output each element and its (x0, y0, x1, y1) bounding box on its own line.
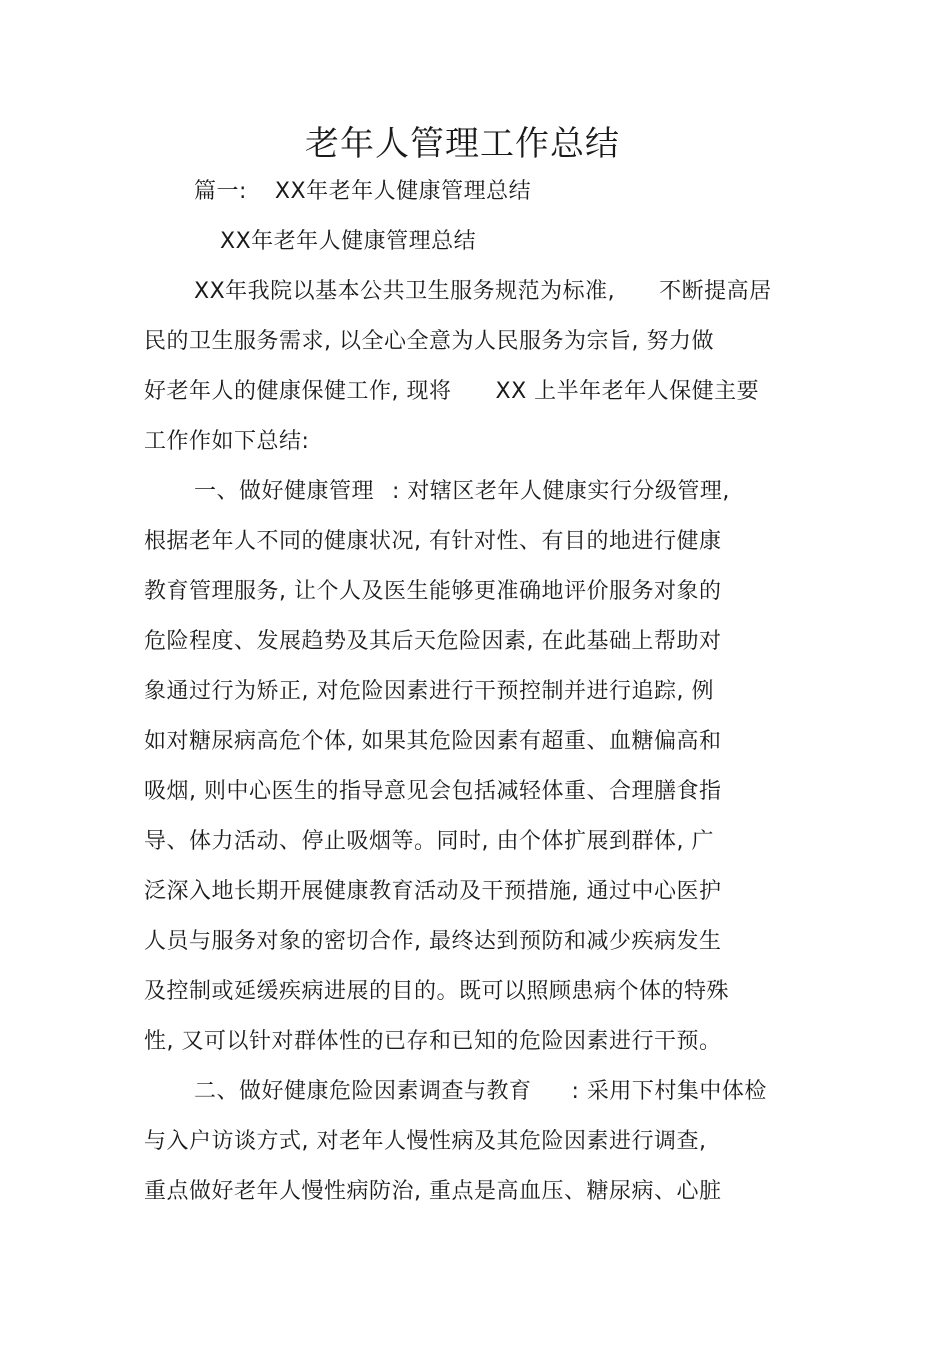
paragraph-1-line-3-part-a: 好老年人的健康保健工作, 现将 (144, 379, 452, 404)
paragraph-2-line-6: 如对糖尿病高危个体, 如果其危险因素有超重、血糖偏高和 (144, 729, 722, 754)
paragraph-2-line-4: 危险程度、发展趋势及其后天危险因素, 在此基础上帮助对 (144, 629, 722, 654)
subtitle-text: XX年老年人健康管理总结 (274, 179, 532, 204)
paragraph-1-line-1-part-b: 不断提高居 (659, 279, 772, 304)
paragraph-1-line-3 (144, 376, 759, 408)
document-title: 老年人管理工作总结 (305, 124, 620, 164)
paragraph-2-line-5: 象通过行为矫正, 对危险因素进行干预控制并进行追踪, 例 (144, 679, 714, 704)
subtitle-prefix: 篇一: (194, 179, 247, 204)
paragraph-2-line-2: 根据老年人不同的健康状况, 有针对性、有目的地进行健康 (144, 529, 722, 554)
paragraph-3-line-1 (194, 1076, 767, 1108)
paragraph-3-line-2: 与入户访谈方式, 对老年人慢性病及其危险因素进行调查, (144, 1129, 707, 1154)
paragraph-2-line-7: 吸烟, 则中心医生的指导意见会包括减轻体重、合理膳食指 (144, 779, 722, 804)
paragraph-3-line-1-part-a: 二、做好健康危险因素调查与教育 (194, 1079, 532, 1104)
paragraph-2-line-12: 性, 又可以针对群体性的已存和已知的危险因素进行干预。 (144, 1029, 722, 1054)
paragraph-3-line-1-part-b: : 采用下村集中体检 (571, 1079, 767, 1104)
paragraph-3-line-3: 重点做好老年人慢性病防治, 重点是高血压、糖尿病、心脏 (144, 1179, 722, 1204)
paragraph-2-line-1-part-b: : 对辖区老年人健康实行分级管理, (392, 479, 730, 504)
section-heading: XX年老年人健康管理总结 (220, 229, 477, 254)
paragraph-1-line-4: 工作作如下总结: (144, 429, 310, 454)
paragraph-2-line-10: 人员与服务对象的密切合作, 最终达到预防和减少疾病发生 (144, 929, 722, 954)
paragraph-1-line-3-part-b: XX 上半年老年人保健主要 (495, 379, 760, 404)
paragraph-2-line-9: 泛深入地长期开展健康教育活动及干预措施, 通过中心医护 (144, 879, 722, 904)
paragraph-1-line-2: 民的卫生服务需求, 以全心全意为人民服务为宗旨, 努力做 (144, 329, 714, 354)
paragraph-2-line-1-part-a: 一、做好健康管理 (194, 479, 375, 504)
paragraph-2-line-11: 及控制或延缓疾病进展的目的。既可以照顾患病个体的特殊 (144, 979, 730, 1004)
paragraph-2-line-8: 导、体力活动、停止吸烟等。同时, 由个体扩展到群体, 广 (144, 829, 714, 854)
paragraph-2-line-1 (194, 476, 730, 508)
paragraph-1-line-1-part-a: XX年我院以基本公共卫生服务规范为标准, (194, 279, 616, 304)
paragraph-1-line-1 (194, 276, 772, 308)
paragraph-2-line-3: 教育管理服务, 让个人及医生能够更准确地评价服务对象的 (144, 579, 722, 604)
subtitle-line (194, 176, 531, 208)
